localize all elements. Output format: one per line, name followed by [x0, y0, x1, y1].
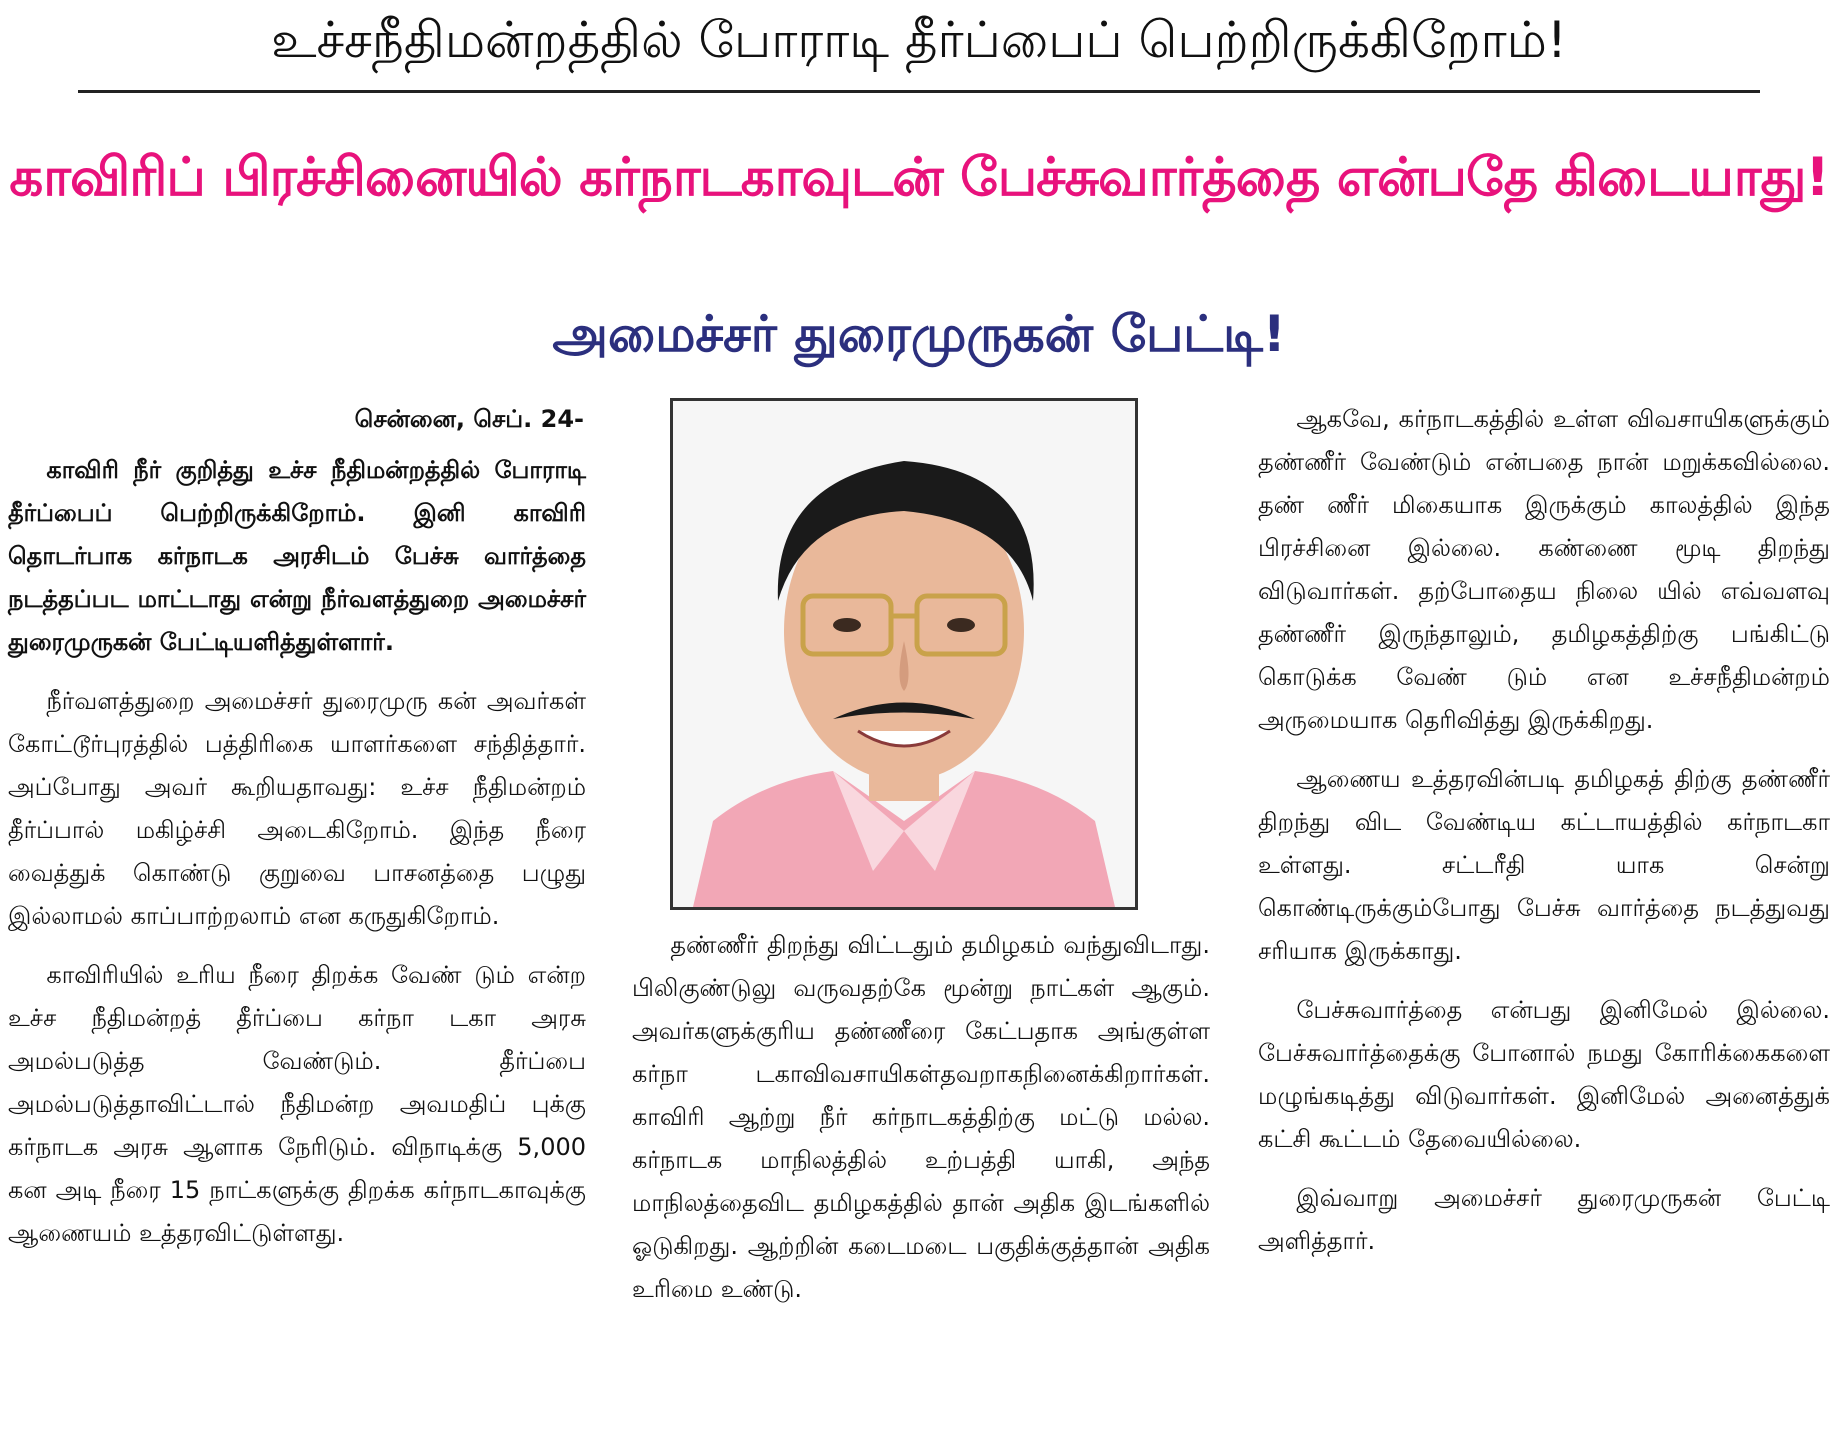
article-column-3: [1258, 398, 1830, 1279]
article-paragraph: நீர்வளத்துறை அமைச்சர் துரைமுரு கன் அவர்கள் கோட்டூர்புரத்தில் பத்திரிகை யாளர்களை சந்தித்தார். அப்போது அவர் கூறியதாவது: உச்ச நீதிமன்றம் தீர்ப்பால் மகிழ்ச்சி அடைகிறோம். இந்த நீரை வைத்துக் கொண்டு குறுவை பாசனத்தை பழுது இல்லாமல் காப்பாற்றலாம் என கருதுகிறோம்.: [8, 687, 586, 930]
portrait-photo-icon: [673, 401, 1135, 907]
article-paragraph: ஆகவே, கர்நாடகத்தில் உள்ள விவசாயிகளுக்கும் தண்ணீர் வேண்டும் என்பதை நான் மறுக்கவில்லை. தண் ணீர் மிகையாக இருக்கும் காலத்தில் இந்த பிரச்சினை இல்லை. கண்ணை மூடி திறந்து விடுவார்கள். தற்போதைய நிலை யில் எவ்வளவு தண்ணீர் இருந்தாலும், தமிழகத்திற்கு பங்கிட்டு கொடுக்க வேண் டும் என உச்சநீதிமன்றம் அருமையாக தெரிவித்து இருக்கிறது.: [1258, 405, 1830, 734]
article-column-2: [632, 924, 1210, 1327]
portrait-photo: [670, 398, 1138, 910]
dateline: சென்னை, செப். 24-: [354, 405, 584, 433]
article-paragraph: தண்ணீர் திறந்து விட்டதும் தமிழகம் வந்துவிடாது. பிலிகுண்டுலு வருவதற்கே மூன்று நாட்கள் ஆகும். அவர்களுக்குரிய தண்ணீரை கேட்பதாக அங்குள்ள கர்நா டகாவிவசாயிகள்தவறாகநினைக்கிறார்கள். காவிரி ஆற்று நீர் கர்நாடகத்திற்கு மட்டு மல்ல. கர்நாடக மாநிலத்தில் உற்பத்தி யாகி, அந்த மாநிலத்தைவிட தமிழகத்தில் தான் அதிக இடங்களில் ஓடுகிறது. ஆற்றின் கடைமடை பகுதிக்குத்தான் அதிக உரிமை உண்டு.: [632, 931, 1210, 1303]
headline-main: காவிரிப் பிரச்சினையில் கர்நாடகாவுடன் பேச்சுவார்த்தை என்பதே கிடையாது!: [9, 147, 1829, 208]
article-lead: காவிரி நீர் குறித்து உச்ச நீதிமன்றத்தில் போராடி தீர்ப்பைப் பெற்றிருக்கிறோம். இனி காவிரி தொடர்பாக கர்நாடக அரசிடம் பேச்சு வார்த்தை நடத்தப்பட மாட்டாது என்று நீர்வளத்துறை அமைச்சர் துரைமுருகன் பேட்டியளித்துள்ளார்.: [8, 456, 586, 656]
article-paragraph: பேச்சுவார்த்தை என்பது இனிமேல் இல்லை. பேச்சுவார்த்தைக்கு போனால் நமது கோரிக்கைகளை மழுங்கடித்து விடுவார்கள். இனிமேல் அனைத்துக் கட்சி கூட்டம் தேவையில்லை.: [1258, 996, 1830, 1153]
headline-sub: அமைச்சர் துரைமுருகன் பேட்டி!: [552, 305, 1286, 363]
article-column-1: [8, 398, 586, 1271]
article-paragraph: காவிரியில் உரிய நீரை திறக்க வேண் டும் என்ற உச்ச நீதிமன்றத் தீர்ப்பை கர்நா டகா அரசு அமல்படுத்த வேண்டும். தீர்ப்பை அமல்படுத்தாவிட்டால் நீதிமன்ற அவமதிப் புக்கு கர்நாடக அரசு ஆளாக நேரிடும். விநாடிக்கு 5,000 கன அடி நீரை 15 நாட்களுக்கு திறக்க கர்நாடகாவுக்கு ஆணையம் உத்தரவிட்டுள்ளது.: [8, 961, 586, 1247]
article-paragraph: இவ்வாறு அமைச்சர் துரைமுருகன் பேட்டி அளித்தார்.: [1258, 1184, 1830, 1255]
headline-top: உச்சநீதிமன்றத்தில் போராடி தீர்ப்பைப் பெற்றிருக்கிறோம்!: [271, 11, 1567, 69]
article-paragraph: ஆணைய உத்தரவின்படி தமிழகத் திற்கு தண்ணீர் திறந்து விட வேண்டிய கட்டாயத்தில் கர்நாடகா உள்ளது. சட்டரீதி யாக சென்று கொண்டிருக்கும்போது பேச்சு வார்த்தை நடத்துவது சரியாக இருக்காது.: [1258, 765, 1830, 965]
headline-divider: [78, 90, 1760, 93]
